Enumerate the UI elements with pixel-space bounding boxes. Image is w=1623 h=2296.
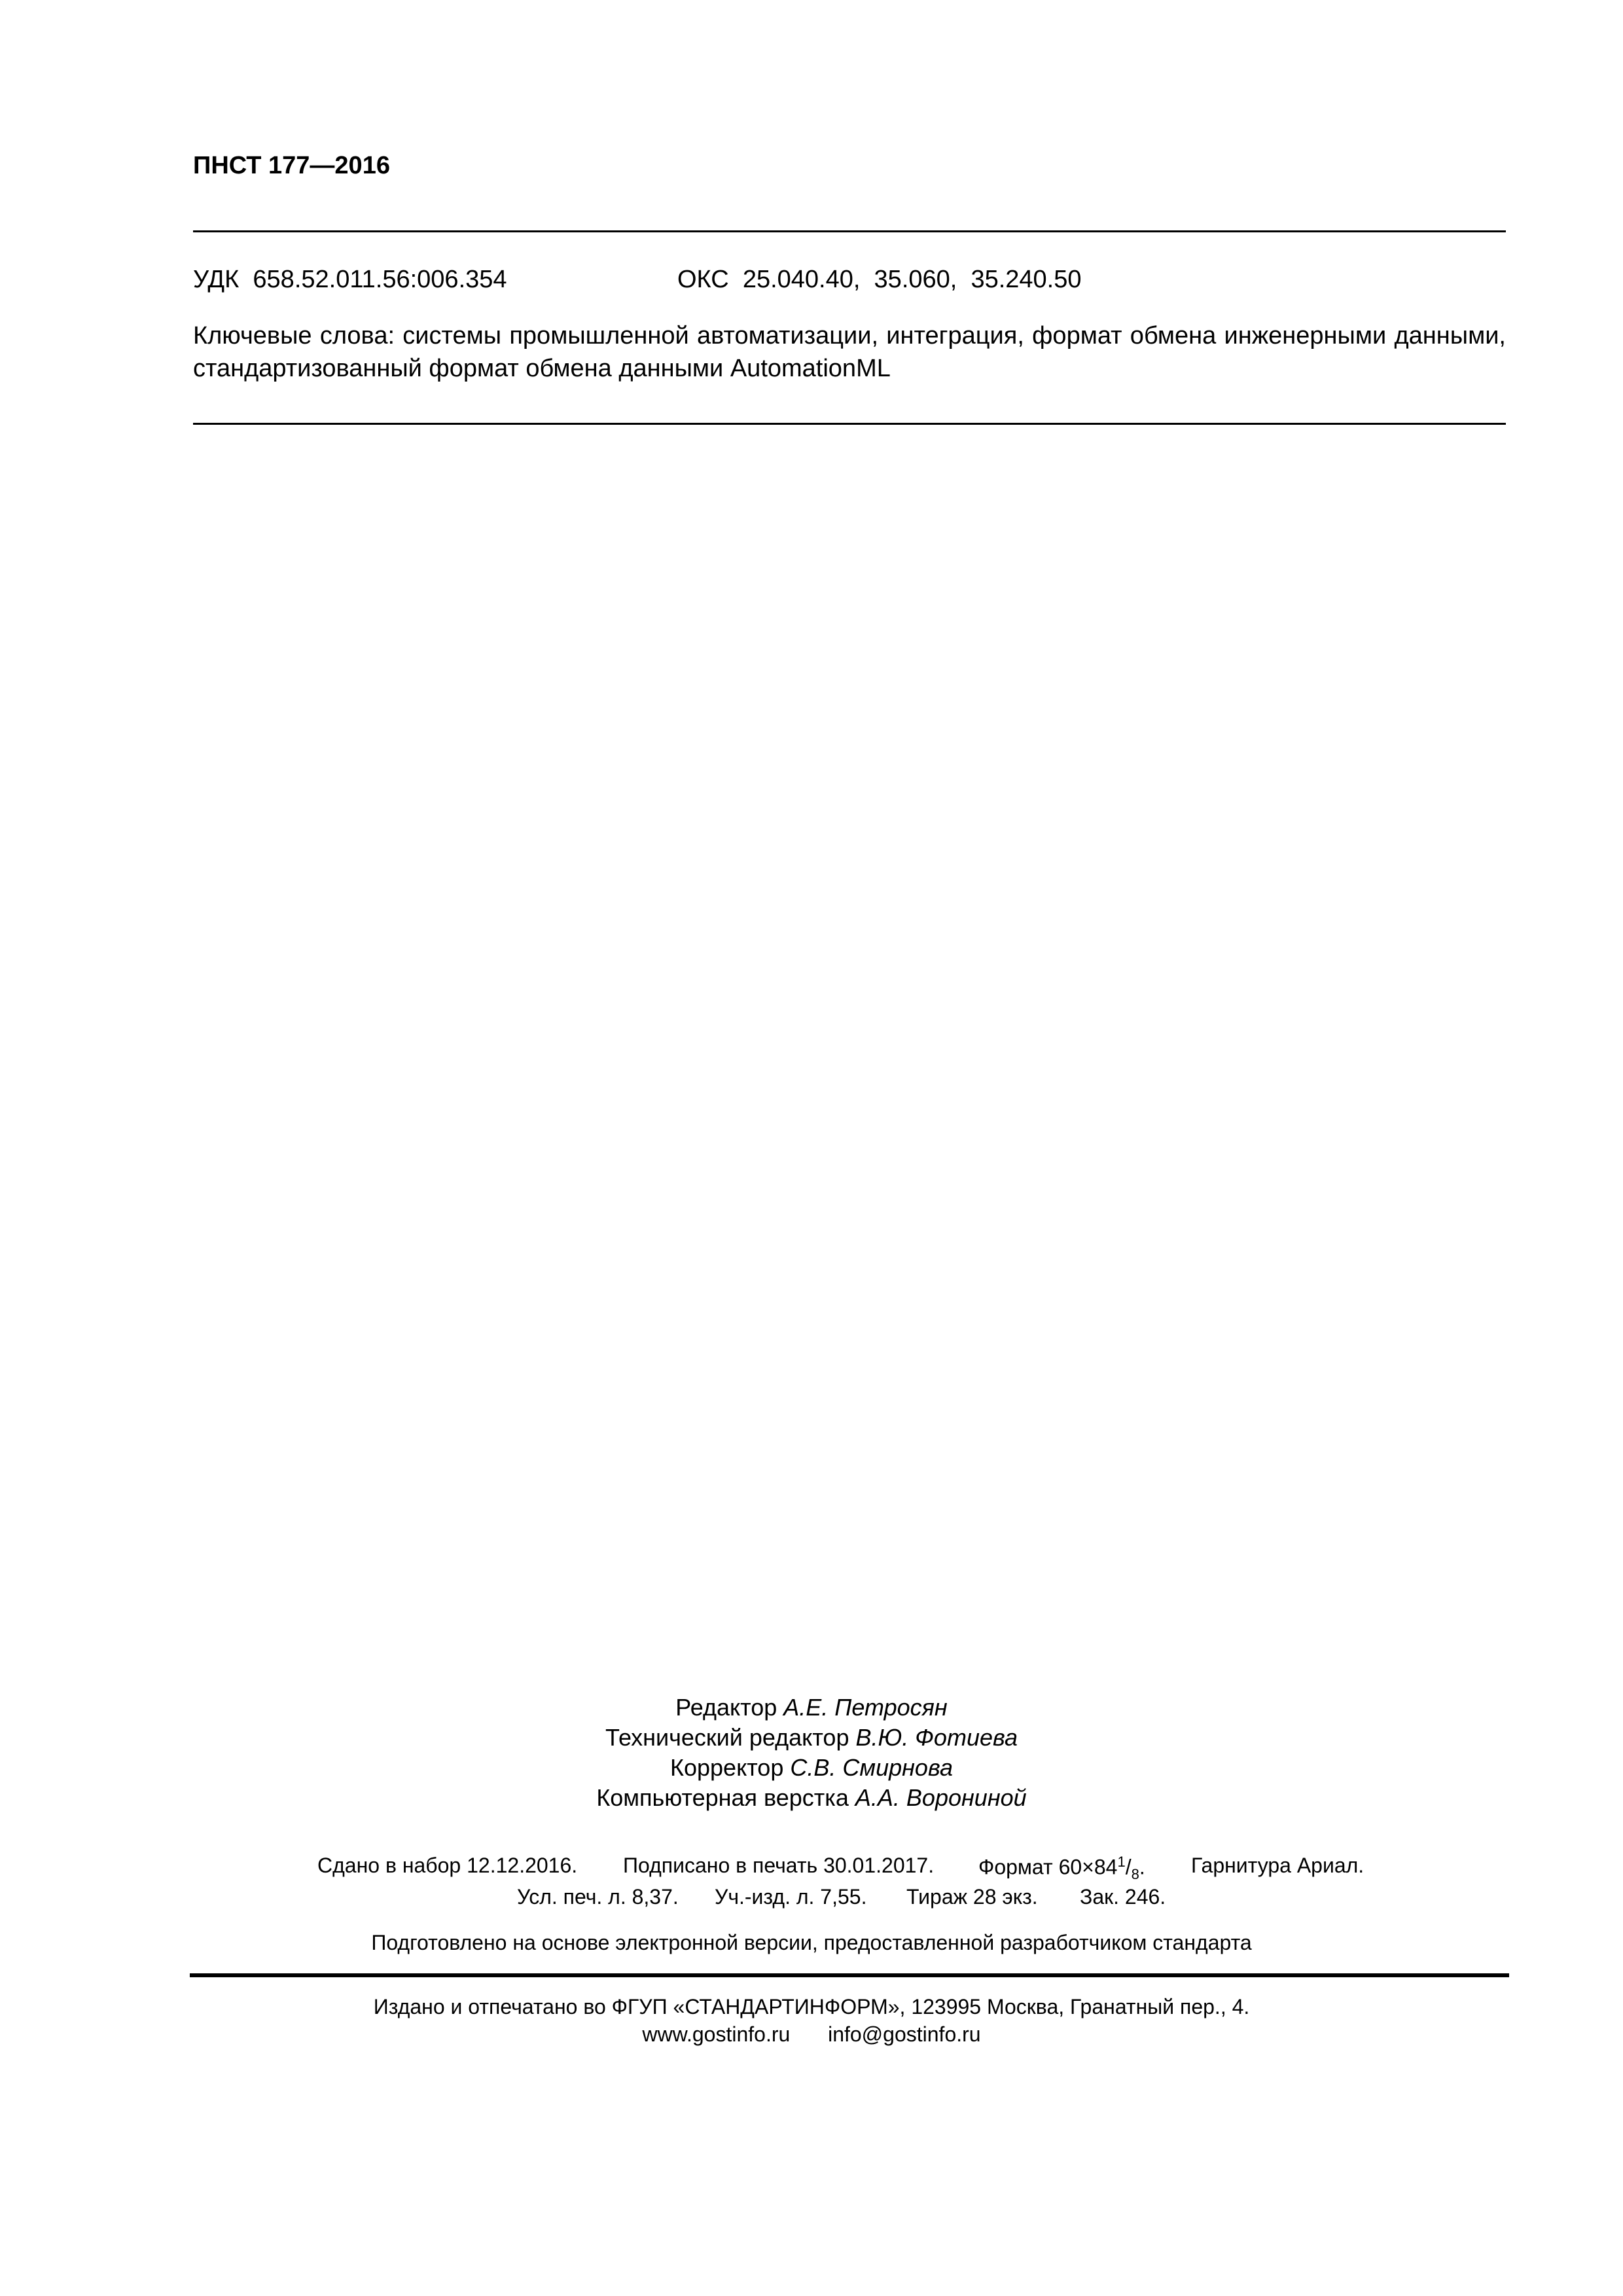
format-prefix: Формат 60×84 [978, 1855, 1118, 1879]
credit-proofreader [0, 1754, 1623, 1782]
format-denominator: 8 [1131, 1866, 1139, 1883]
top-divider [193, 230, 1506, 232]
imprint-order: Зак. 246. [1080, 1885, 1166, 1909]
credit-role: Редактор [675, 1694, 777, 1721]
oks-code: ОКС 25.040.40, 35.060, 35.240.50 [677, 266, 1082, 293]
imprint-print-sheets: Усл. печ. л. 8,37. [517, 1885, 679, 1909]
credit-role: Компьютерная верстка [596, 1784, 849, 1811]
keywords-text: Ключевые слова: системы промышленной автоматизации, интеграция, формат обмена инженерными данными, стандартизованный формат обмена данными AutomationML [193, 322, 1506, 382]
email-link[interactable]: info@gostinfo.ru [828, 2022, 981, 2046]
website-link[interactable]: www.gostinfo.ru [642, 2022, 791, 2046]
publisher-info: Издано и отпечатано во ФГУП «СТАНДАРТИНФОРМ», 123995 Москва, Гранатный пер., 4. [373, 1995, 1250, 2018]
imprint-circulation: Тираж 28 экз. [906, 1885, 1038, 1909]
udk-code: УДК 658.52.011.56:006.354 [193, 266, 507, 293]
credit-tech-editor [0, 1724, 1623, 1751]
credit-name: С.В. Смирнова [790, 1754, 953, 1781]
imprint-format: Формат $60\times 84^1/_8$. [978, 1854, 1145, 1883]
credit-name: А.Е. Петросян [783, 1694, 948, 1721]
credit-role: Корректор [670, 1754, 784, 1781]
credit-role: Технический редактор [605, 1724, 849, 1751]
bottom-divider [190, 1973, 1509, 1977]
contacts [0, 2022, 1623, 2047]
credit-name: В.Ю. Фотиева [855, 1724, 1018, 1751]
imprint-signed: Подписано в печать 30.01.2017. [623, 1854, 935, 1877]
credit-layout [0, 1784, 1623, 1812]
imprint-pub-sheets: Уч.-изд. л. 7,55. [715, 1885, 867, 1909]
document-code: ПНСТ 177—2016 [193, 152, 390, 179]
credit-name: А.А. Ворониной [855, 1784, 1027, 1811]
format-numerator: 1 [1117, 1854, 1126, 1870]
credit-editor [0, 1694, 1623, 1721]
prepared-note: Подготовлено на основе электронной версии, предоставленной разработчиком стандарта [371, 1931, 1252, 1954]
keywords-divider [193, 423, 1506, 425]
imprint-typeface: Гарнитура Ариал. [1191, 1854, 1364, 1877]
imprint-submitted: Сдано в набор 12.12.2016. [317, 1854, 578, 1877]
format-suffix: . [1139, 1855, 1145, 1879]
